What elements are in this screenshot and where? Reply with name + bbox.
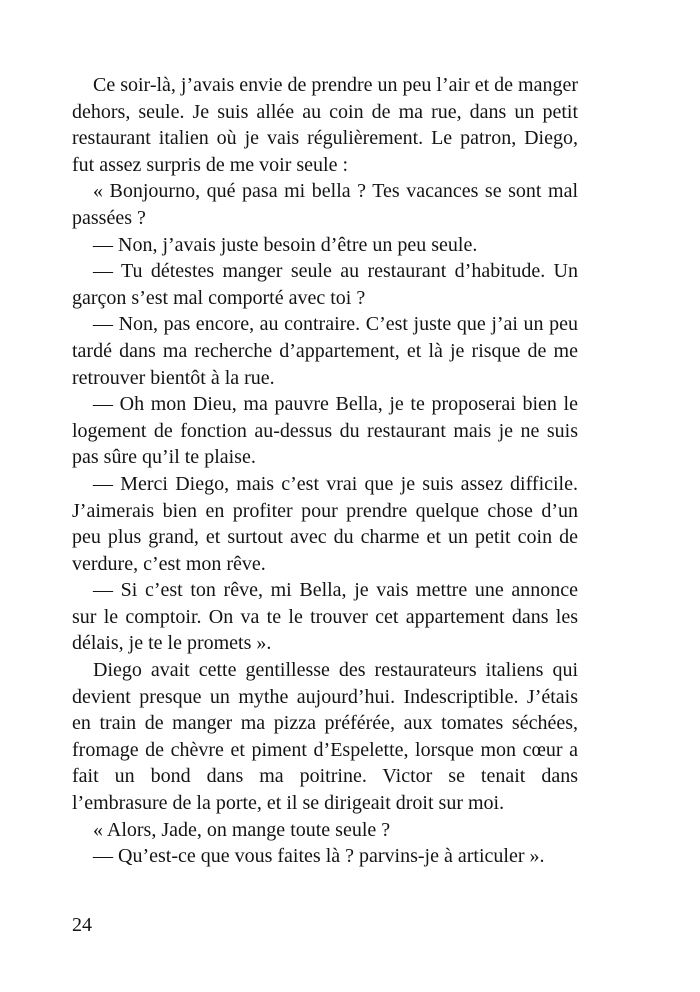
paragraph-1: Ce soir-là, j’avais envie de prendre un peu l’air et de manger dehors, seule. Je suis allée au coin de ma rue, dans un petit restaurant italien où je vais régulièrement. Le patron, Diego, fut assez surpris de me voir seule : [72, 74, 578, 176]
paragraph-11: — Qu’est-ce que vous faites là ? parvins-je à articuler ». [93, 845, 545, 868]
page-number: 24 [72, 914, 92, 936]
paragraph-9: Diego avait cette gentillesse des restaurateurs italiens qui devient presque un mythe aujourd’hui. Indescriptible. J’étais en train de manger ma pizza préférée, aux tomates séchées, fromage de chèvre et piment d’Espelette, lorsque mon cœur a fait un bond dans ma poitrine. Victor se tenait dans l’embrasure de la porte, et il se dirigeait droit sur moi. [72, 659, 578, 815]
paragraph-2: « Bonjourno, qué pasa mi bella ? Tes vacances se sont mal passées ? [72, 180, 578, 229]
paragraph-5: — Non, pas encore, au contraire. C’est juste que j’ai un peu tardé dans ma recherche d’appartement, et là je risque de me retrouver bientôt à la rue. [72, 313, 578, 389]
body-text [72, 72, 578, 870]
paragraph-8: — Si c’est ton rêve, mi Bella, je vais mettre une annonce sur le comptoir. On va te le trouver cet appartement dans les délais, je te le promets ». [72, 579, 578, 655]
paragraph-7: — Merci Diego, mais c’est vrai que je suis assez difficile. J’aimerais bien en profiter pour prendre quelque chose d’un peu plus grand, et surtout avec du charme et un petit coin de verdure, c’est mon rêve. [72, 472, 578, 575]
paragraph-3: — Non, j’avais juste besoin d’être un peu seule. [93, 233, 478, 256]
paragraph-6: — Oh mon Dieu, ma pauvre Bella, je te proposerai bien le logement de fonction au-dessus du restaurant mais je ne suis pas sûre qu’il te plaise. [72, 393, 578, 469]
paragraph-4: — Tu détestes manger seule au restaurant d’habitude. Un garçon s’est mal comporté avec toi ? [72, 260, 578, 309]
paragraph-10: « Alors, Jade, on mange toute seule ? [93, 818, 391, 841]
